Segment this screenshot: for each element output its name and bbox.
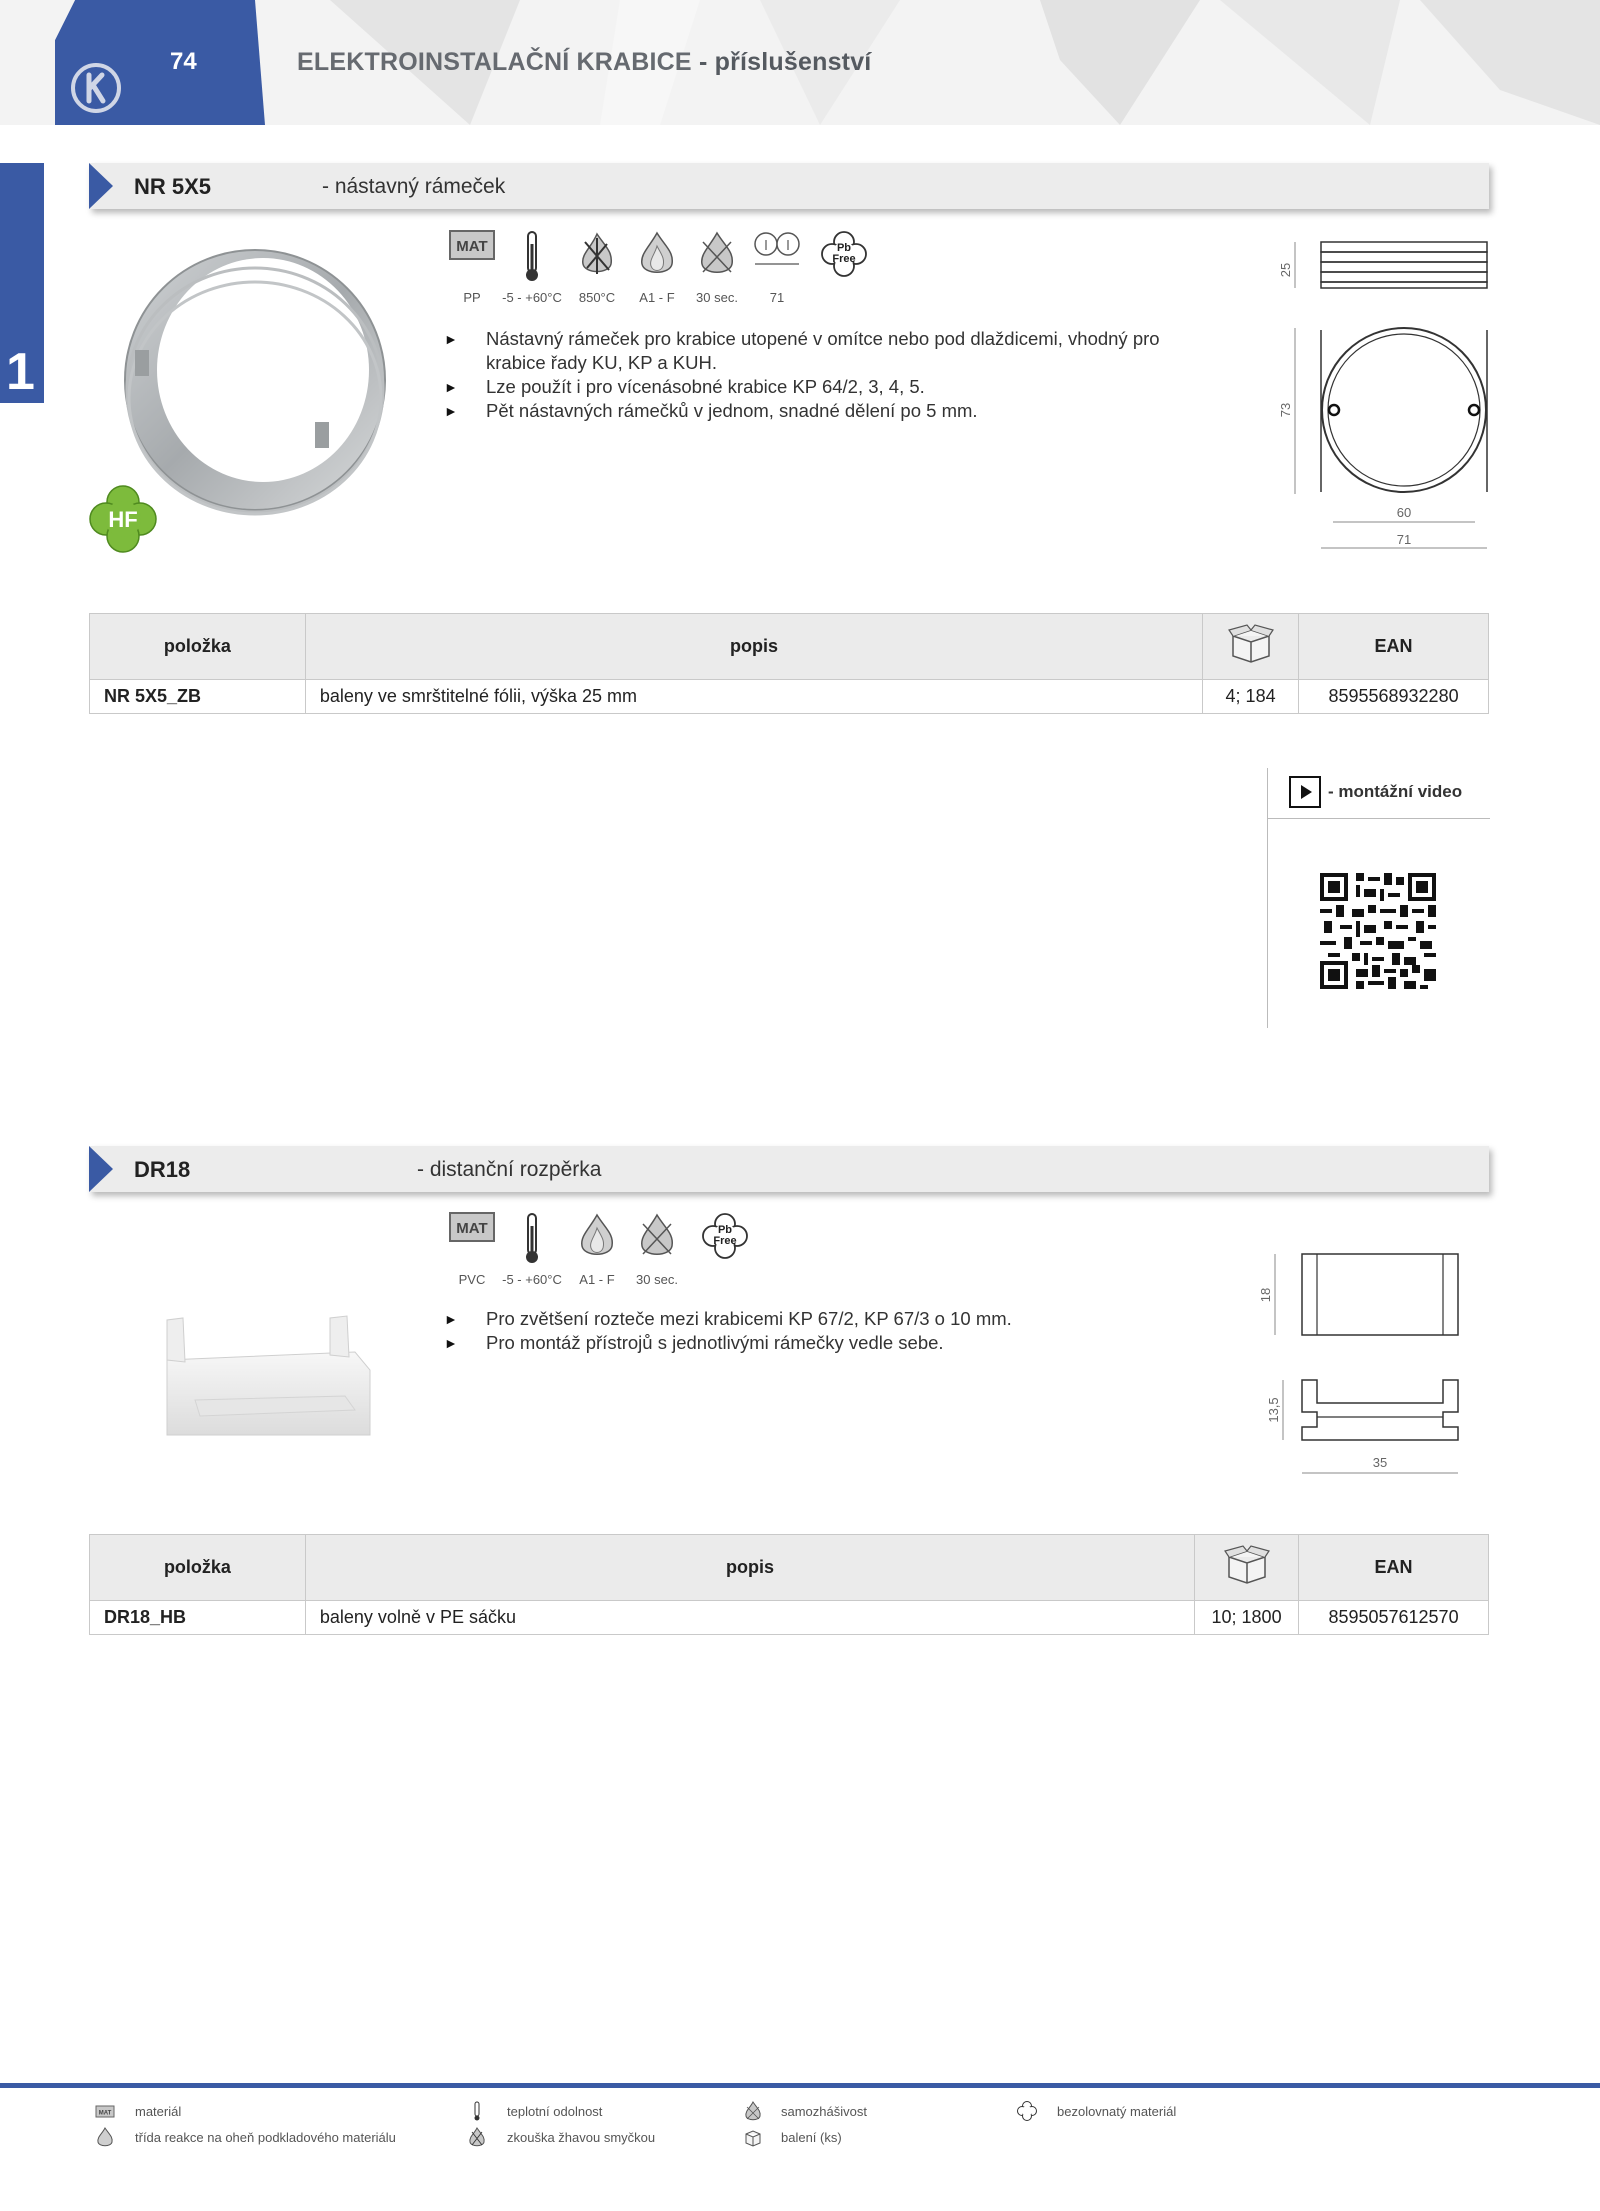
spec-fire-class-value: A1 - F xyxy=(579,1272,615,1287)
product-code: DR18 xyxy=(134,1157,191,1182)
flame-icon xyxy=(695,230,739,278)
svg-text:Free: Free xyxy=(832,253,856,265)
qr-code-icon[interactable] xyxy=(1320,873,1436,989)
play-icon[interactable] xyxy=(1289,776,1321,808)
glow-wire-icon xyxy=(575,230,619,278)
svg-text:MAT: MAT xyxy=(98,2110,112,2117)
cell-ean: 8595568932280 xyxy=(1299,680,1489,714)
spec-self-extinguish xyxy=(685,230,749,305)
video-box xyxy=(1267,768,1489,1028)
spec-material xyxy=(440,230,504,305)
product-table-nr5x5 xyxy=(89,613,1489,714)
spec-self-extinguish xyxy=(625,1212,689,1287)
spec-glow-wire-value: 850°C xyxy=(578,290,616,305)
spec-glow-wire xyxy=(565,230,629,305)
svg-text:18: 18 xyxy=(1258,1287,1273,1303)
glow-wire-icon xyxy=(467,2127,487,2147)
product-table-dr18 xyxy=(89,1534,1489,1635)
dimension-icon xyxy=(752,230,802,270)
spec-dimension-value: 71 xyxy=(769,290,785,305)
thermometer-icon xyxy=(467,2101,487,2121)
bullet-arrow-icon: ► xyxy=(444,1311,458,1327)
spec-icons-nr5x5 xyxy=(440,230,890,310)
company-logo-icon xyxy=(70,62,122,114)
product-header-nr5x5 xyxy=(89,163,1489,209)
product-name: - nástavný rámeček xyxy=(322,175,506,198)
svg-text:60: 60 xyxy=(1396,505,1412,520)
svg-text:73: 73 xyxy=(1278,402,1293,418)
svg-text:35: 35 xyxy=(1372,1455,1388,1470)
spec-temperature xyxy=(500,1212,564,1287)
spec-material-value: PVC xyxy=(458,1272,486,1287)
spec-pb-free xyxy=(693,1212,757,1260)
feature-list-dr18 xyxy=(444,1307,1184,1355)
bullet-arrow-icon: ► xyxy=(444,403,458,419)
col-header-description: popis xyxy=(305,614,1202,680)
bullet-arrow-icon: ► xyxy=(444,1335,458,1351)
list-item: ► Nástavný rámeček pro krabice utopené v omítce nebo pod dlaždicemi, vhodný pro krabice řady KU, KP a KUH. xyxy=(444,328,1160,373)
bullet-arrow-icon: ► xyxy=(444,379,458,395)
col-header-packaging xyxy=(1195,1535,1299,1601)
fire-reaction-icon xyxy=(95,2127,115,2147)
page-number: 74 xyxy=(170,48,197,75)
product-photo-spacer xyxy=(155,1310,375,1440)
pb-free-icon xyxy=(701,1212,749,1260)
list-item: ► Pro montáž přístrojů s jednotlivými rámečky vedle sebe. xyxy=(444,1332,944,1353)
spec-dimension xyxy=(745,230,809,305)
fire-reaction-icon xyxy=(575,1212,619,1260)
footer-divider xyxy=(0,2083,1600,2088)
spec-self-extinguish-value: 30 sec. xyxy=(636,1272,678,1287)
pb-free-icon xyxy=(820,230,868,278)
cell-description: baleny ve smrštitelné fólii, výška 25 mm xyxy=(305,680,1202,714)
page-title-sub: - příslušenství xyxy=(691,48,872,76)
table-row xyxy=(90,1601,1489,1635)
spec-temperature-value: -5 - +60°C xyxy=(502,290,562,305)
technical-drawing-nr5x5 xyxy=(1270,230,1495,550)
col-header-item: položka xyxy=(90,1535,306,1601)
mat-icon xyxy=(95,2101,115,2121)
video-label[interactable]: - montážní video xyxy=(1328,782,1463,801)
cell-packaging: 4; 184 xyxy=(1203,680,1299,714)
product-header-dr18 xyxy=(89,1146,1489,1192)
cell-item: NR 5X5_ZB xyxy=(90,680,306,714)
page-title-main: ELEKTROINSTALAČNÍ KRABICE xyxy=(297,48,692,76)
svg-text:71: 71 xyxy=(1396,532,1412,547)
col-header-description: popis xyxy=(305,1535,1194,1601)
hf-badge-icon xyxy=(88,484,158,554)
cell-ean: 8595057612570 xyxy=(1299,1601,1489,1635)
band-arrow-icon xyxy=(89,1146,113,1192)
table-header-row xyxy=(90,614,1489,680)
spec-pb-free xyxy=(812,230,876,278)
divider xyxy=(1268,818,1490,819)
spec-fire-class xyxy=(625,230,689,305)
spec-material-value: PP xyxy=(463,290,481,305)
page-title xyxy=(297,48,871,77)
svg-text:25: 25 xyxy=(1278,262,1293,278)
list-item: ► Pro zvětšení rozteče mezi krabicemi KP 67/2, KP 67/3 o 10 mm. xyxy=(444,1308,1012,1329)
box-icon xyxy=(1223,1545,1271,1585)
chapter-number: 1 xyxy=(6,343,35,401)
bullet-arrow-icon: ► xyxy=(444,331,458,347)
spec-material xyxy=(440,1212,504,1287)
svg-text:Free: Free xyxy=(713,1235,737,1247)
cell-item: DR18_HB xyxy=(90,1601,306,1635)
thermometer-icon xyxy=(522,230,542,282)
svg-text:Pb: Pb xyxy=(836,242,852,254)
spec-icons-dr18 xyxy=(440,1212,780,1292)
spec-fire-class-value: A1 - F xyxy=(639,290,675,305)
col-header-ean: EAN xyxy=(1299,1535,1489,1601)
mat-icon xyxy=(449,230,495,260)
svg-text:13,5: 13,5 xyxy=(1266,1397,1281,1423)
list-item: ► Pět nástavných rámečků v jednom, snadné dělení po 5 mm. xyxy=(444,400,978,421)
cell-packaging: 10; 1800 xyxy=(1195,1601,1299,1635)
thermometer-icon xyxy=(522,1212,542,1264)
flame-icon xyxy=(635,1212,679,1260)
box-icon xyxy=(1227,624,1275,664)
product-code: NR 5X5 xyxy=(134,174,212,199)
spec-temperature-value: -5 - +60°C xyxy=(502,1272,562,1287)
svg-text:MAT: MAT xyxy=(456,1220,488,1237)
col-header-ean: EAN xyxy=(1299,614,1489,680)
pb-free-icon xyxy=(1017,2101,1037,2121)
hf-badge-label: HF xyxy=(108,507,138,532)
list-item: ► Lze použít i pro vícenásobné krabice KP 64/2, 3, 4, 5. xyxy=(444,376,925,397)
cell-description: baleny volně v PE sáčku xyxy=(305,1601,1194,1635)
band-arrow-icon xyxy=(89,163,113,209)
svg-text:Pb: Pb xyxy=(717,1224,733,1236)
feature-list-nr5x5 xyxy=(444,327,1184,423)
spec-fire-class xyxy=(565,1212,629,1287)
svg-text:MAT: MAT xyxy=(456,238,488,255)
col-header-item: položka xyxy=(90,614,306,680)
flame-icon xyxy=(743,2101,763,2121)
spec-self-extinguish-value: 30 sec. xyxy=(696,290,738,305)
box-icon xyxy=(743,2127,763,2147)
mat-icon xyxy=(449,1212,495,1242)
product-name: - distanční rozpěrka xyxy=(417,1158,602,1181)
col-header-packaging xyxy=(1203,614,1299,680)
table-header-row xyxy=(90,1535,1489,1601)
technical-drawing-dr18 xyxy=(1245,1245,1490,1485)
fire-reaction-icon xyxy=(635,230,679,278)
spec-temperature xyxy=(500,230,564,305)
table-row xyxy=(90,680,1489,714)
